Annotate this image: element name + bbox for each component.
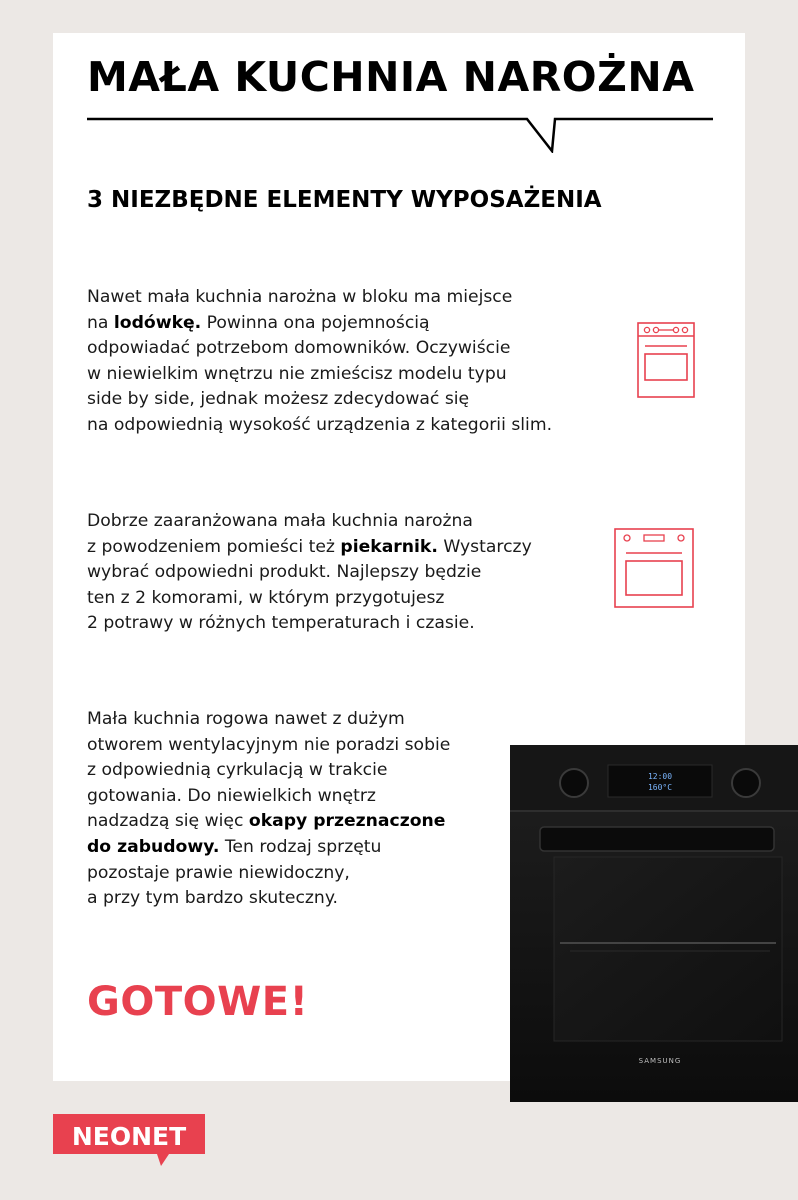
page-subtitle: 3 NIEZBĘDNE ELEMENTY WYPOSAŻENIA	[87, 187, 602, 213]
emphasized-term: do zabudowy.	[87, 836, 220, 857]
paragraph-line: side by side, jednak możesz zdecydować się	[87, 389, 470, 410]
emphasized-term: piekarnik.	[340, 536, 438, 557]
paragraph-line: wybrać odpowiedni produkt. Najlepszy będzie	[87, 562, 482, 583]
paragraph-line: na odpowiednią wysokość urządzenia z kategorii slim.	[87, 414, 553, 435]
page-title: MAŁA KUCHNIA NAROŻNA	[87, 53, 695, 101]
oven-display-temp: 160°C	[647, 783, 673, 792]
section-fridge-text	[87, 285, 627, 439]
paragraph-line: z powodzeniem pomieści też piekarnik. Wystarczy	[87, 536, 532, 557]
neonet-logo	[53, 1114, 205, 1170]
paragraph-line: a przy tym bardzo skuteczny.	[87, 888, 338, 909]
paragraph-line: Dobrze zaaranżowana mała kuchnia narożna	[87, 511, 473, 531]
emphasized-term: lodówkę.	[113, 312, 202, 333]
paragraph-line: nadzadzą się więc okapy przeznaczone	[87, 811, 446, 832]
paragraph-line: Mała kuchnia rogowa nawet z dużym	[87, 709, 405, 729]
section-hood-text	[87, 707, 507, 912]
paragraph-line: odpowiadać potrzebom domowników. Oczywiście	[87, 338, 511, 359]
paragraph-line: na lodówkę. Powinna ona pojemnością	[87, 312, 430, 333]
paragraph-line: do zabudowy. Ten rodzaj sprzętu	[87, 836, 382, 857]
stove-icon	[637, 322, 695, 398]
emphasized-term: okapy przeznaczone	[248, 811, 446, 832]
oven-icon	[614, 528, 694, 608]
paragraph-line: pozostaje prawie niewidoczny,	[87, 862, 350, 883]
paragraph-line: z odpowiednią cyrkulacją w trakcie	[87, 760, 388, 781]
gotowe-headline: GOTOWE!	[87, 979, 309, 1025]
paragraph-line: Nawet mała kuchnia narożna w bloku ma miejsce	[87, 287, 513, 307]
neonet-logo-text: NEONET	[71, 1122, 187, 1151]
oven-product-image	[510, 745, 798, 1102]
paragraph-line: gotowania. Do niewielkich wnętrz	[87, 785, 376, 806]
paragraph-line: ten z 2 komorami, w którym przygotujesz	[87, 587, 445, 608]
oven-brand: SAMSUNG	[638, 1057, 682, 1065]
title-underline-speech-bubble	[87, 111, 713, 153]
section-oven-text	[87, 509, 607, 637]
paragraph-line: w niewielkim wnętrzu nie zmieścisz modelu typu	[87, 363, 507, 384]
oven-display-time: 12:00	[647, 772, 673, 781]
paragraph-line: 2 potrawy w różnych temperaturach i czasie.	[87, 613, 475, 634]
paragraph-line: otworem wentylacyjnym nie poradzi sobie	[87, 734, 451, 755]
